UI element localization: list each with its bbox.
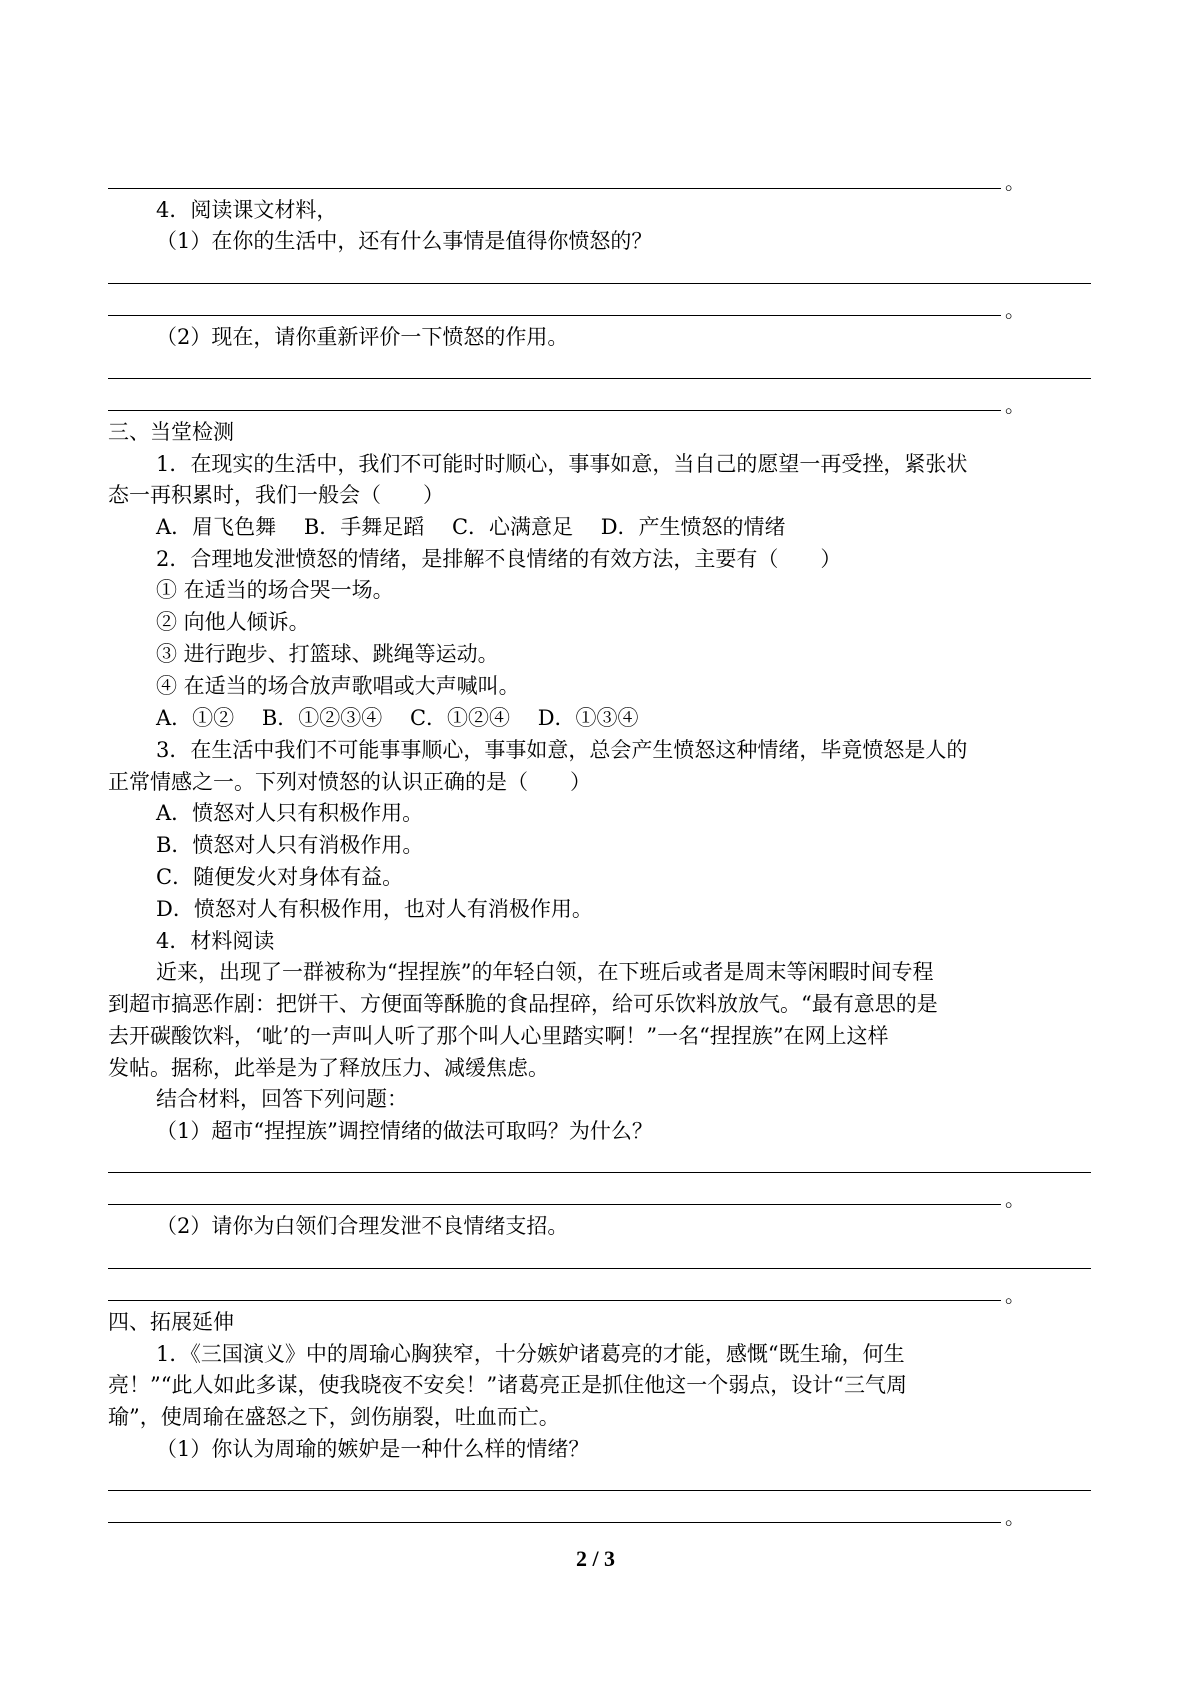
- period-mark: 。: [1005, 393, 1025, 417]
- test-1-options: A．眉飞色舞 B．手舞足蹈 C．心满意足 D．产生愤怒的情绪: [156, 515, 786, 539]
- test-2-item-4: ④ 在适当的场合放声歌唱或大声喊叫。: [156, 674, 520, 698]
- extension-1-line-3: 瑜”，使周瑜在盛怒之下，剑伤崩裂，吐血而亡。: [108, 1405, 560, 1429]
- period-mark: 。: [1005, 170, 1025, 194]
- answer-line[interactable]: [108, 1172, 1091, 1173]
- period-mark: 。: [1005, 1505, 1025, 1529]
- answer-line[interactable]: [108, 1268, 1091, 1269]
- extension-1-line-1: 1．《三国演义》中的周瑜心胸狭窄，十分嫉妒诸葛亮的才能，感慨“既生瑜，何生: [156, 1342, 905, 1366]
- extension-1-question-1: （1）你认为周瑜的嫉妒是一种什么样的情绪？: [156, 1437, 590, 1461]
- answer-line[interactable]: [108, 410, 1001, 411]
- answer-line[interactable]: [108, 283, 1091, 284]
- test-3-option-d: D．愤怒对人有积极作用，也对人有消极作用。: [156, 897, 593, 921]
- question-4-1: （1）在你的生活中，还有什么事情是值得你愤怒的？: [156, 229, 653, 253]
- test-4-question-1: （1）超市“捏捏族”调控情绪的做法可取吗？为什么？: [156, 1119, 653, 1143]
- extension-1-line-2: 亮！”“此人如此多谋，使我晓夜不安矣！”诸葛亮正是抓住他这一个弱点，设计“三气周: [108, 1373, 907, 1397]
- material-line-4: 发帖。据称，此举是为了释放压力、减缓焦虑。: [108, 1056, 549, 1080]
- section-4-heading: 四、拓展延伸: [108, 1310, 234, 1334]
- answer-line[interactable]: [108, 378, 1091, 379]
- test-2-stem: 2．合理地发泄愤怒的情绪，是排解不良情绪的有效方法，主要有（ ）: [156, 547, 842, 571]
- answer-line[interactable]: [108, 1204, 1001, 1205]
- test-1-line-1: 1．在现实的生活中，我们不可能时时顺心，事事如意，当自己的愿望一再受挫，紧张状: [156, 452, 968, 476]
- test-2-item-2: ② 向他人倾诉。: [156, 610, 310, 634]
- material-line-1: 近来，出现了一群被称为“捏捏族”的年轻白领，在下班后或者是周末等闲暇时间专程: [156, 960, 934, 984]
- answer-line[interactable]: [108, 1522, 1001, 1523]
- test-2-options: A．①② B．①②③④ C．①②④ D．①③④: [156, 706, 639, 730]
- period-mark: 。: [1005, 298, 1025, 322]
- test-3-option-c: C．随便发火对身体有益。: [156, 865, 404, 889]
- test-1-line-2: 态一再积累时，我们一般会（ ）: [108, 483, 444, 507]
- question-4-2: （2）现在，请你重新评价一下愤怒的作用。: [156, 325, 569, 349]
- test-2-item-3: ③ 进行跑步、打篮球、跳绳等运动。: [156, 642, 499, 666]
- test-3-option-b: B．愤怒对人只有消极作用。: [156, 833, 424, 857]
- test-3-line-2: 正常情感之一。下列对愤怒的认识正确的是（ ）: [108, 770, 591, 794]
- instruction: 结合材料，回答下列问题：: [156, 1087, 408, 1111]
- test-4-question-2: （2）请你为白领们合理发泄不良情绪支招。: [156, 1214, 569, 1238]
- section-3-heading: 三、当堂检测: [108, 420, 234, 444]
- question-4-title: 4．阅读课文材料，: [156, 198, 338, 222]
- test-3-option-a: A．愤怒对人只有积极作用。: [156, 801, 424, 825]
- period-mark: 。: [1005, 1187, 1025, 1211]
- period-mark: 。: [1005, 1283, 1025, 1307]
- test-3-line-1: 3．在生活中我们不可能事事顺心，事事如意，总会产生愤怒这种情绪，毕竟愤怒是人的: [156, 738, 968, 762]
- page-number: 2 / 3: [575, 1546, 616, 1571]
- test-2-item-1: ① 在适当的场合哭一场。: [156, 578, 394, 602]
- material-line-3: 去开碳酸饮料，‘呲’的一声叫人听了那个叫人心里踏实啊！”一名“捏捏族”在网上这样: [108, 1024, 889, 1048]
- test-4-title: 4．材料阅读: [156, 929, 275, 953]
- answer-line[interactable]: [108, 188, 1001, 189]
- material-line-2: 到超市搞恶作剧：把饼干、方便面等酥脆的食品捏碎，给可乐饮料放放气。“最有意思的是: [108, 992, 938, 1016]
- answer-line[interactable]: [108, 1490, 1091, 1491]
- answer-line[interactable]: [108, 1300, 1001, 1301]
- answer-line[interactable]: [108, 315, 1001, 316]
